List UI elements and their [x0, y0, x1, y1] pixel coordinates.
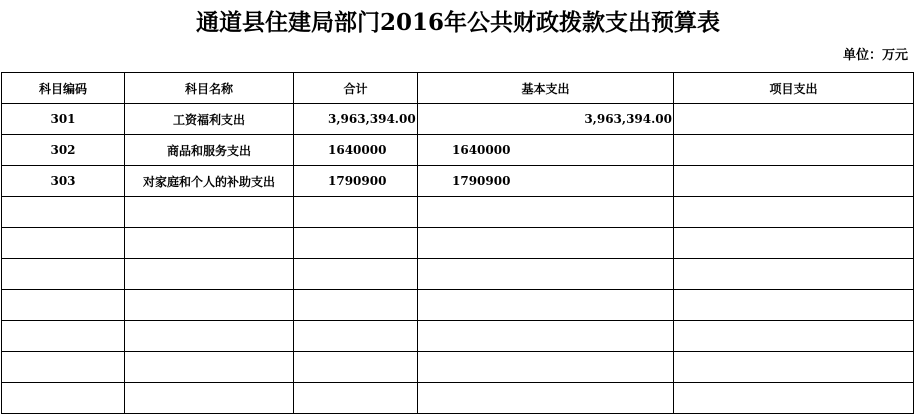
cell-subject-name: [125, 352, 294, 383]
table-row: [2, 166, 914, 197]
cell-subject-name: [125, 383, 294, 414]
document-title: 通道县住建局部门2016年公共财政拨款支出预算表: [195, 9, 720, 36]
cell-basic-expenditure: [418, 383, 674, 414]
cell-project-expenditure: [674, 383, 914, 414]
table-row: [2, 197, 914, 228]
cell-basic-expenditure: [418, 290, 674, 321]
cell-subject-code: [2, 259, 125, 290]
cell-project-expenditure: [674, 166, 914, 197]
cell-project-expenditure: [674, 197, 914, 228]
cell-total: [294, 290, 418, 321]
cell-project-expenditure: [674, 135, 914, 166]
cell-total: [294, 197, 418, 228]
cell-project-expenditure: [674, 321, 914, 352]
table-row: [2, 135, 914, 166]
cell-basic-expenditure: [418, 259, 674, 290]
cell-total: 1640000: [294, 135, 418, 166]
cell-basic-expenditure: [418, 321, 674, 352]
cell-subject-code: 302: [2, 135, 125, 166]
cell-subject-name: [125, 321, 294, 352]
cell-subject-code: 303: [2, 166, 125, 197]
cell-total: 3,963,394.00: [294, 104, 418, 135]
cell-subject-name: 对家庭和个人的补助支出: [125, 166, 294, 197]
header-subject-code: 科目编码: [2, 73, 125, 104]
cell-subject-code: [2, 352, 125, 383]
table-row: [2, 104, 914, 135]
cell-basic-expenditure: 1790900: [418, 166, 674, 197]
cell-subject-name: [125, 259, 294, 290]
header-total: 合计: [294, 73, 418, 104]
cell-project-expenditure: [674, 259, 914, 290]
cell-project-expenditure: [674, 104, 914, 135]
cell-project-expenditure: [674, 352, 914, 383]
table-header-row: [2, 73, 914, 104]
cell-subject-name: [125, 197, 294, 228]
cell-subject-name: 商品和服务支出: [125, 135, 294, 166]
budget-table: [1, 72, 914, 414]
cell-basic-expenditure: 3,963,394.00: [418, 104, 674, 135]
cell-subject-code: [2, 228, 125, 259]
cell-total: [294, 383, 418, 414]
cell-subject-name: 工资福利支出: [125, 104, 294, 135]
table-row: [2, 259, 914, 290]
cell-basic-expenditure: [418, 228, 674, 259]
cell-subject-name: [125, 290, 294, 321]
table-row: [2, 321, 914, 352]
cell-project-expenditure: [674, 228, 914, 259]
cell-total: 1790900: [294, 166, 418, 197]
cell-basic-expenditure: [418, 352, 674, 383]
cell-project-expenditure: [674, 290, 914, 321]
cell-subject-name: [125, 228, 294, 259]
cell-basic-expenditure: [418, 197, 674, 228]
header-subject-name: 科目名称: [125, 73, 294, 104]
cell-basic-expenditure: 1640000: [418, 135, 674, 166]
cell-subject-code: [2, 290, 125, 321]
unit-label: 单位：万元: [842, 48, 908, 63]
cell-total: [294, 321, 418, 352]
header-basic-expenditure: 基本支出: [418, 73, 674, 104]
cell-total: [294, 259, 418, 290]
cell-subject-code: [2, 321, 125, 352]
cell-subject-code: 301: [2, 104, 125, 135]
header-project-expenditure: 项目支出: [674, 73, 914, 104]
table-row: [2, 290, 914, 321]
cell-total: [294, 228, 418, 259]
cell-total: [294, 352, 418, 383]
table-row: [2, 383, 914, 414]
table-row: [2, 352, 914, 383]
cell-subject-code: [2, 197, 125, 228]
table-row: [2, 228, 914, 259]
cell-subject-code: [2, 383, 125, 414]
